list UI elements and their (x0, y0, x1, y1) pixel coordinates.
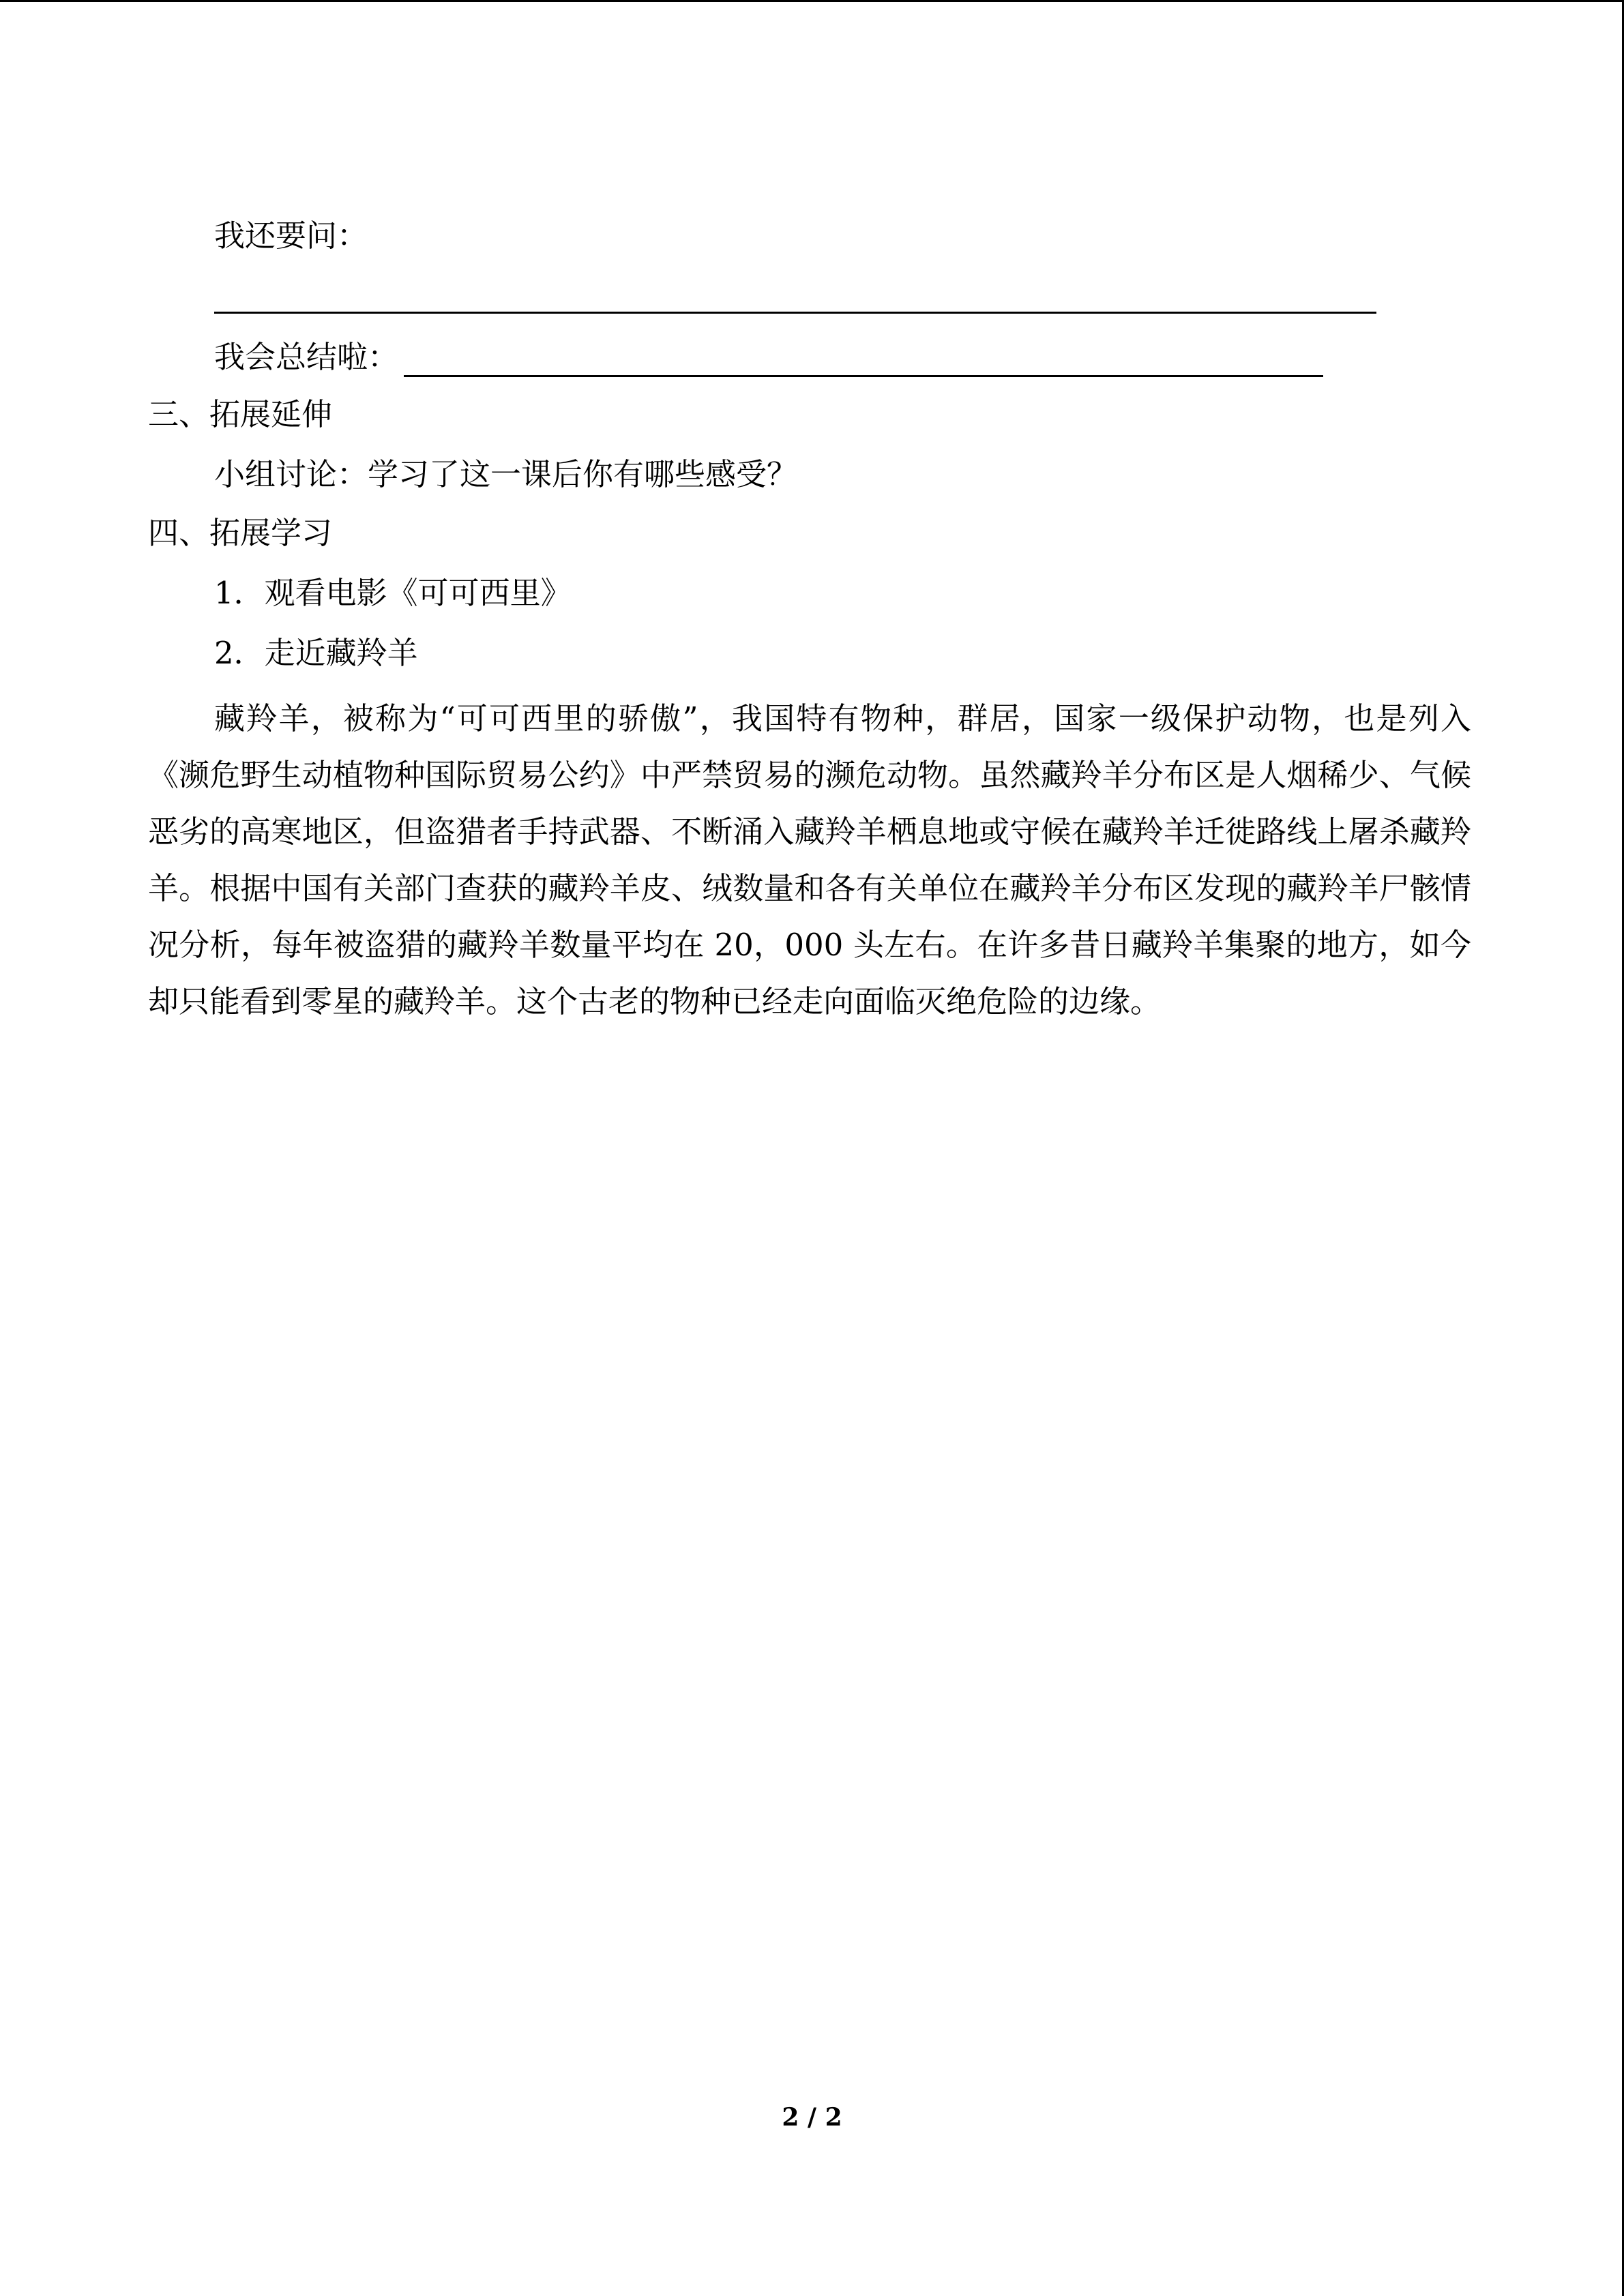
section4-item-2: 2．走近藏羚羊 (214, 635, 418, 671)
summary-answer-line (404, 337, 1323, 377)
ask-more-label: 我还要问： (214, 218, 368, 254)
section4-heading: 四、拓展学习 (148, 515, 333, 551)
summary-label: 我会总结啦： (214, 339, 399, 375)
section3-heading: 三、拓展延伸 (148, 396, 333, 432)
page-top-border (0, 0, 1624, 2)
section3-discussion: 小组讨论：学习了这一课后你有哪些感受？ (214, 456, 798, 492)
page-number: 2 / 2 (782, 2103, 842, 2132)
section4-item-1: 1．观看电影《可可西里》 (214, 575, 572, 611)
summary-row (214, 337, 1323, 378)
tibetan-antelope-paragraph: 藏羚羊，被称为“可可西里的骄傲”，我国特有物种，群居，国家一级保护动物，也是列入《濒危野生动植物种国际贸易公约》中严禁贸易的濒危动物。虽然藏羚羊分布区是人烟稀少、气候恶劣的高寒地区，但盗猎者手持武器、不断涌入藏羚羊栖息地或守候在藏羚羊迁徙路线上屠杀藏羚羊。根据中国有关部门查获的藏羚羊皮、绒数量和各有关单位在藏羚羊分布区发现的藏羚羊尸骸情况分析，每年被盗猎的藏羚羊数量平均在 20，000 头左右。在许多昔日藏羚羊集聚的地方，如今却只能看到零星的藏羚羊。这个古老的物种已经走向面临灭绝危险的边缘。 (148, 700, 1471, 1019)
ask-more-answer-line (214, 312, 1376, 314)
